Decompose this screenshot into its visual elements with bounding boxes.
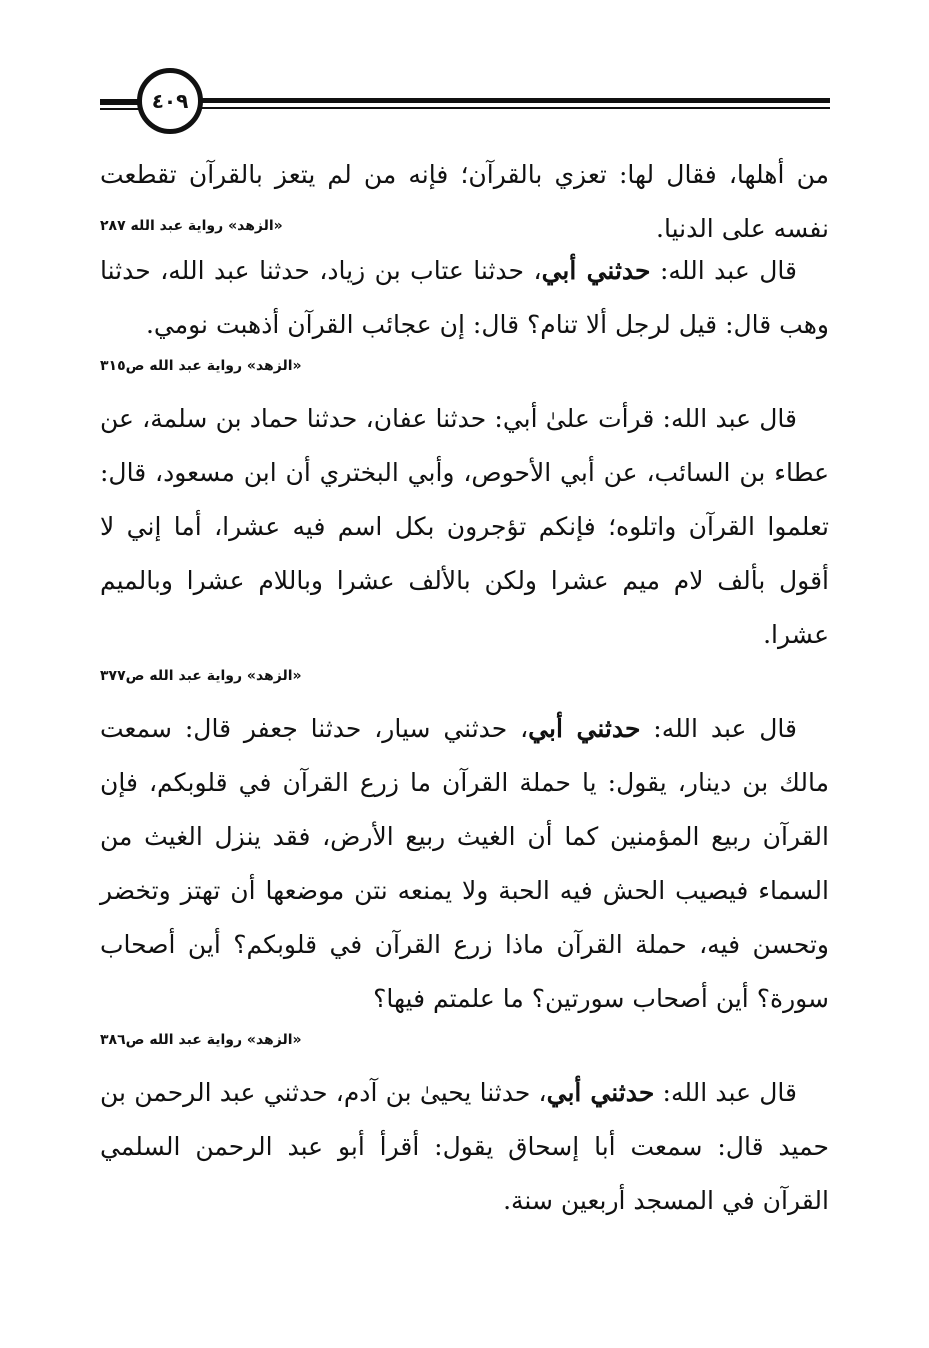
reference-2: «الزهد» رواية عبد الله ص٣١٥ [100,358,302,374]
paragraph-4-lead: قال عبد الله: [640,714,797,743]
header-rule-left [100,99,140,105]
paragraph-2-text: ، حدثنا عتاب بن زياد، حدثنا عبد الله، حدثنا وهب قال: قيل لرجل ألا تنام؟ قال: إن عجائب القرآن أذهبت نومي. [100,256,829,339]
header-rule-thick [200,98,830,103]
header-rule-left-thin [100,108,140,110]
paragraph-3-lead: قال عبد الله: [654,404,798,433]
paragraph-2-bold: حدثني أبي [541,256,651,285]
paragraph-4-text: ، حدثني سيار، حدثنا جعفر قال: سمعت مالك بن دينار، يقول: يا حملة القرآن ما زرع القرآن في قلوبكم، فإن القرآن ربيع المؤمنين كما أن الغيث ربيع الأرض، فقد ينزل الغيث من السماء فيصيب الحش فيه الحبة ولا يمنعه نتن موضعها أن تهتز وتخضر وتحسن فيه، حملة القرآن ماذا زرع القرآن في قلوبكم؟ أين أصحاب سورة؟ أين أصحاب سورتين؟ ما علمتم فيها؟ [100,714,829,1013]
reference-3: «الزهد» رواية عبد الله ص٣٧٧ [100,668,302,684]
paragraph-2-lead: قال عبد الله: [650,256,797,285]
page-number: ٤٠٩ [137,68,203,134]
paragraph-3 [100,392,829,662]
paragraph-2 [100,244,829,352]
paragraph-1 [100,148,829,256]
paragraph-5-text: ، حدثنا يحيىٰ بن آدم، حدثني عبد الرحمن بن حميد قال: سمعت أبا إسحاق يقول: أقرأ أبو عبد الرحمن السلمي القرآن في المسجد أربعين سنة. [100,1078,829,1215]
reference-1: «الزهد» رواية عبد الله ٢٨٧ [100,218,283,234]
paragraph-3-text: قرأت علىٰ أبي: حدثنا عفان، حدثنا حماد بن سلمة، عن عطاء بن السائب، عن أبي الأحوص، وأبي البختري أن ابن مسعود، قال: تعلموا القرآن واتلوه؛ فإنكم تؤجرون بكل اسم فيه عشرا، أما إني لا أقول بألف لام ميم عشرا ولكن بالألف عشرا وباللام عشرا وبالميم عشرا. [100,404,829,649]
paragraph-4-bold: حدثني أبي [528,714,641,743]
reference-4: «الزهد» رواية عبد الله ص٣٨٦ [100,1032,302,1048]
header-rule-thin [200,107,830,109]
page-header [0,0,929,140]
paragraph-1-text: من أهلها، فقال لها: تعزي بالقرآن؛ فإنه من لم يتعز بالقرآن تقطعت نفسه على الدنيا. [100,160,829,243]
paragraph-5-bold: حدثني أبي [546,1078,655,1107]
page-body [100,148,829,1228]
paragraph-5-lead: قال عبد الله: [654,1078,797,1107]
paragraph-5 [100,1066,829,1228]
paragraph-4 [100,702,829,1026]
